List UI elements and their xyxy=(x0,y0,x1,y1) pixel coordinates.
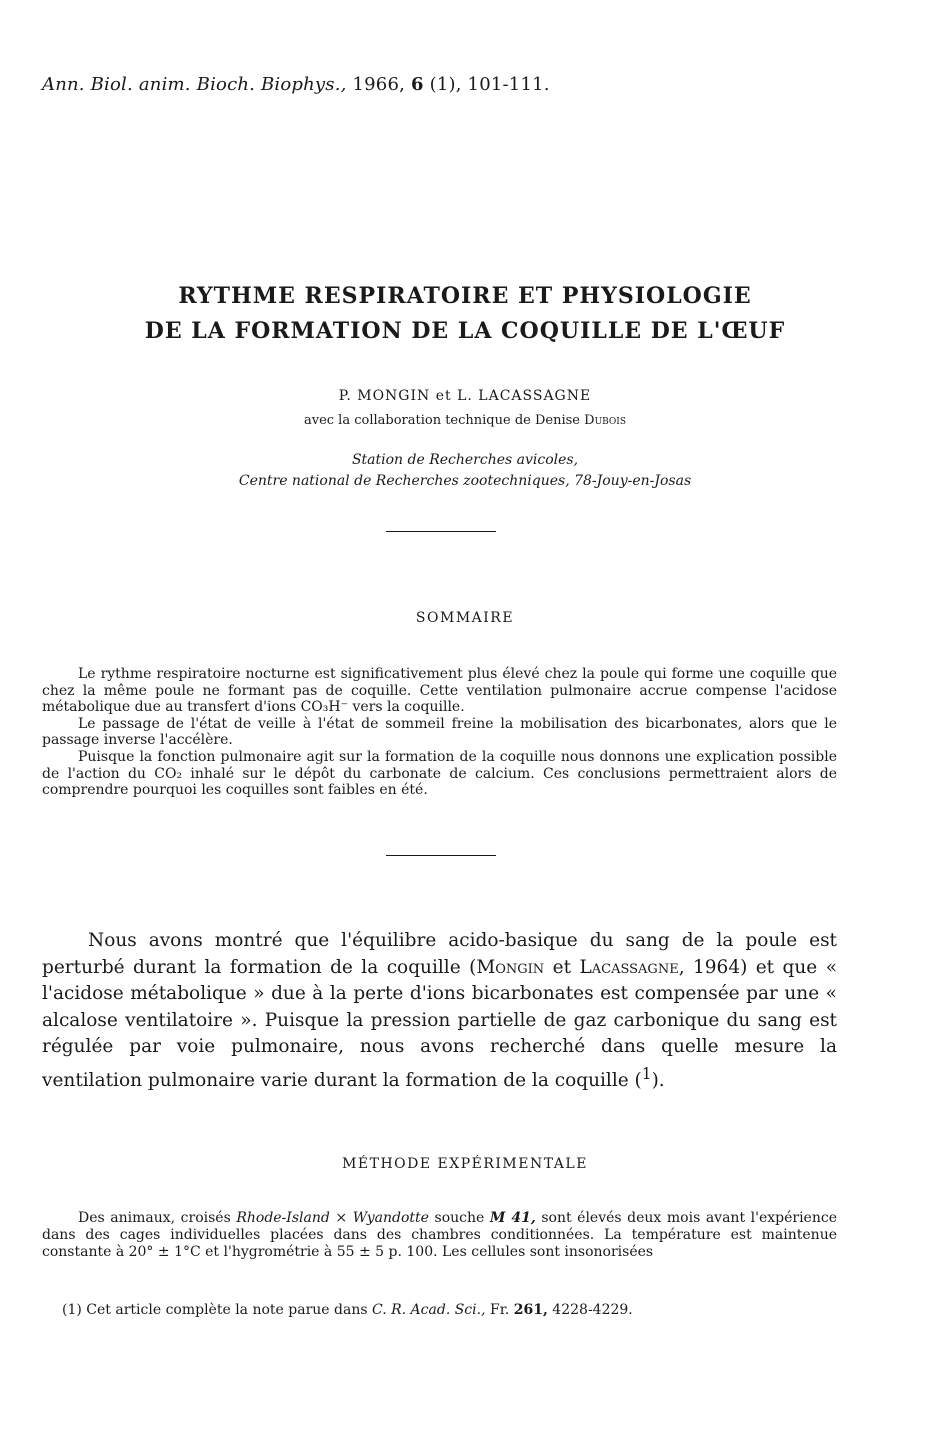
author-reference: Lacassagne xyxy=(579,956,679,978)
affiliation-line-1: Station de Recherches avicoles, xyxy=(351,452,579,468)
method-paragraph: Des animaux, croisés Rhode-Island × Wyandotte souche M 41, sont élevés deux mois avant l'expérience dans des cages individuelles placées dans des chambres conditionnées. La température est maintenue constante à 20° ± 1°C et l'hygrométrie à 55 ± 5 p. 100. Les cellules sont insonorisées xyxy=(42,1210,837,1260)
affiliation-line-2: Centre national de Recherches zootechniques, 78-Jouy-en-Josas xyxy=(238,473,692,489)
summary-body xyxy=(42,666,837,799)
summary-paragraph: Puisque la fonction pulmonaire agit sur la formation de la coquille nous donnons une explication possible de l'action du CO₂ inhalé sur le dépôt du carbonate de calcium. Ces conclusions permettraient alors de comprendre pourquoi les coquilles sont faibles en été. xyxy=(42,748,837,799)
introduction-text xyxy=(42,928,837,1095)
author-names: P. MONGIN et L. LACASSAGNE xyxy=(338,388,592,404)
article-title-line-2: DE LA FORMATION DE LA COQUILLE DE L'ŒUF xyxy=(144,318,786,344)
summary-paragraph: Le rythme respiratoire nocturne est significativement plus élevé chez la poule qui forme une coquille que chez la même poule ne formant pas de coquille. Cette ventilation pulmonaire accrue compense l'acidose métabolique due au transfert d'ions CO₃H⁻ vers la coquille. xyxy=(42,666,837,716)
journal-citation: Ann. Biol. anim. Bioch. Biophys., 1966, 6 (1), 101-111. xyxy=(42,74,550,95)
article-title-line-1: RYTHME RESPIRATOIRE ET PHYSIOLOGIE xyxy=(178,283,752,309)
separator-rule xyxy=(386,531,496,532)
separator-rule xyxy=(386,855,496,856)
summary-heading: SOMMAIRE xyxy=(415,610,515,626)
method-heading: MÉTHODE EXPÉRIMENTALE xyxy=(342,1156,588,1172)
author-reference: Mongin xyxy=(476,956,545,978)
technical-collaboration: avec la collaboration technique de Denise Dubois xyxy=(303,413,627,428)
footnote-marker: 1 xyxy=(641,1064,652,1083)
method-text xyxy=(42,1210,837,1261)
summary-paragraph: Le passage de l'état de veille à l'état de sommeil freine la mobilisation des bicarbonates, alors que le passage inverse l'accélère. xyxy=(42,715,837,749)
introduction-paragraph: Nous avons montré que l'équilibre acido-basique du sang de la poule est perturbé durant la formation de la coquille (Mongin et Lacassagne, 1964) et que « l'acidose métabolique » due à la perte d'ions bicarbonates est compensée par une « alcalose ventilatoire ». Puisque la pression partielle de gaz carbonique du sang est régulée par voie pulmonaire, nous avons recherché dans quelle mesure la ventilation pulmonaire varie durant la formation de la coquille ($^1$). xyxy=(42,930,838,1092)
footnote: (1) Cet article complète la note parue dans C. R. Acad. Sci., Fr. 261, 4228-4229. xyxy=(62,1302,633,1318)
